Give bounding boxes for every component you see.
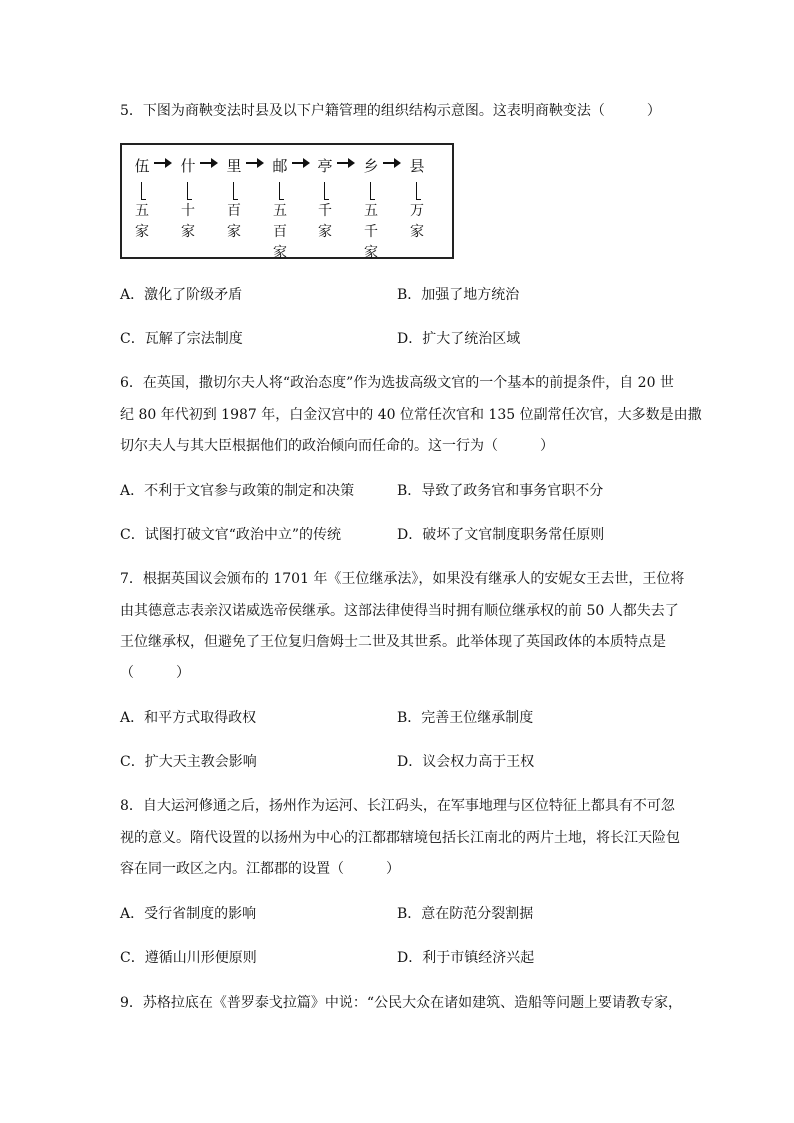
q8-option-a[interactable]: A．受行省制度的影响 (120, 906, 257, 922)
q6-stem-line-3: 切尔夫人与其大臣根据他们的政治倾向而任命的。这一行为（ ） (120, 438, 554, 454)
q5-option-d[interactable]: D．扩大了统治区域 (397, 331, 521, 347)
q6-option-b[interactable]: B．导致了政务官和事务官职不分 (397, 483, 604, 499)
q7-stem-line-2: 由其德意志表亲汉诺威选帝侯继承。这部法律使得当时拥有顺位继承权的前 50 人都失去了 (120, 603, 679, 619)
arrow-icon (383, 162, 399, 164)
q8-stem-line-3: 容在同一政区之内。江都郡的设置（ ） (120, 861, 400, 877)
unit-you-households: 五 百 家 (273, 203, 287, 261)
q7-stem-line-3: 王位继承权，但避免了王位复归詹姆士二世及其世系。此举体现了英国政体的本质特点是 (120, 634, 666, 650)
arrow-icon (200, 162, 216, 164)
connector-line (141, 182, 142, 200)
q6-option-c[interactable]: C．试图打破文官“政治中立”的传统 (120, 527, 342, 543)
q6-stem-line-1: 6．在英国，撒切尔夫人将“政治态度”作为选拔高级文官的一个基本的前提条件，自 20 世 (120, 375, 674, 391)
q8-option-c[interactable]: C．遵循山川形便原则 (120, 950, 257, 966)
q6-stem-line-2: 纪 80 年代初到 1987 年，白金汉宫中的 40 位常任次官和 135 位副常任次官，大多数是由撒 (120, 407, 702, 423)
node-xian: 县 (409, 157, 425, 175)
connector-tick (279, 199, 284, 200)
node-shi: 什 (180, 157, 196, 175)
connector-tick (416, 199, 421, 200)
arrow-icon (154, 162, 170, 164)
q5-option-b[interactable]: B．加强了地方统治 (397, 287, 520, 303)
unit-li-households: 百 家 (227, 203, 241, 240)
unit-ting-households: 千 家 (318, 203, 332, 240)
node-li: 里 (226, 157, 242, 175)
q7-stem-line-4: （ ） (120, 665, 190, 681)
connector-line (279, 182, 280, 200)
connector-line (187, 182, 188, 200)
connector-tick (370, 199, 375, 200)
connector-tick (233, 199, 238, 200)
arrow-icon (337, 162, 353, 164)
q5-option-a[interactable]: A．激化了阶级矛盾 (120, 287, 243, 303)
q8-option-b[interactable]: B．意在防范分裂割据 (397, 906, 534, 922)
household-structure-diagram (120, 143, 454, 259)
connector-line (416, 182, 417, 200)
q6-option-d[interactable]: D．破坏了文官制度职务常任原则 (397, 527, 605, 543)
connector-line (370, 182, 371, 200)
unit-wu-households: 五 家 (135, 203, 149, 240)
unit-xiang-households: 五 千 家 (364, 203, 378, 261)
q8-option-d[interactable]: D．利于市镇经济兴起 (397, 950, 535, 966)
connector-tick (324, 199, 329, 200)
q7-stem-line-1: 7．根据英国议会颁布的 1701 年《王位继承法》，如果没有继承人的安妮女王去世，王位将 (120, 571, 685, 587)
arrow-icon (246, 162, 262, 164)
connector-line (324, 182, 325, 200)
q6-option-a[interactable]: A．不利于文官参与政策的制定和决策 (120, 483, 355, 499)
connector-tick (141, 199, 146, 200)
q9-stem-line-1: 9．苏格拉底在《普罗泰戈拉篇》中说：“公民大众在诸如建筑、造船等问题上要请教专家， (120, 995, 683, 1011)
q8-stem-line-1: 8．自大运河修通之后，扬州作为运河、长江码头，在军事地理与区位特征上都具有不可忽 (120, 798, 675, 814)
q5-stem: 5．下图为商鞅变法时县及以下户籍管理的组织结构示意图。这表明商鞅变法（ ） (120, 103, 661, 119)
arrow-icon (292, 162, 308, 164)
node-ting: 亭 (317, 157, 333, 175)
q7-option-d[interactable]: D．议会权力高于王权 (397, 754, 535, 770)
node-xiang: 乡 (363, 157, 379, 175)
connector-tick (187, 199, 192, 200)
connector-line (233, 182, 234, 200)
node-you: 邮 (272, 157, 288, 175)
unit-xian-households: 万 家 (410, 203, 424, 240)
q7-option-b[interactable]: B．完善王位继承制度 (397, 710, 534, 726)
q5-option-c[interactable]: C．瓦解了宗法制度 (120, 331, 243, 347)
unit-shi-households: 十 家 (181, 203, 195, 240)
q7-option-c[interactable]: C．扩大天主教会影响 (120, 754, 257, 770)
q7-option-a[interactable]: A．和平方式取得政权 (120, 710, 257, 726)
node-wu: 伍 (134, 157, 150, 175)
q8-stem-line-2: 视的意义。隋代设置的以扬州为中心的江都郡辖境包括长江南北的两片土地，将长江天险包 (120, 830, 680, 846)
